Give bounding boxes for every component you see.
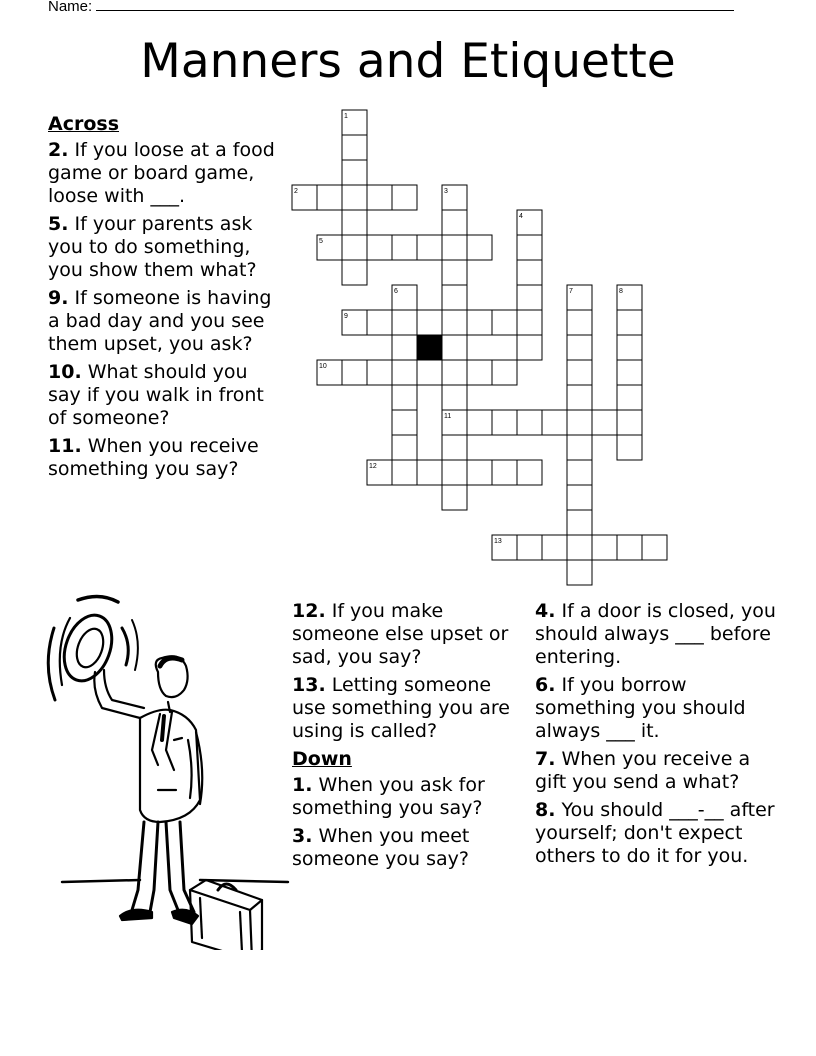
name-blank-line[interactable] [96, 0, 734, 11]
crossword-cell[interactable] [517, 260, 542, 285]
crossword-cell[interactable] [567, 385, 592, 410]
crossword-cell[interactable] [442, 460, 467, 485]
clue-number: 2. [48, 139, 69, 161]
clue-text: What should you say if you walk in front of someone? [48, 361, 264, 429]
crossword-cell[interactable] [467, 410, 492, 435]
clue-text: When you receive a gift you send a what? [535, 748, 751, 793]
crossword-cell[interactable] [442, 410, 467, 435]
crossword-cell[interactable] [367, 310, 392, 335]
crossword-cell[interactable] [392, 460, 417, 485]
crossword-cell[interactable] [317, 235, 342, 260]
crossword-cell[interactable] [392, 385, 417, 410]
crossword-cell[interactable] [367, 460, 392, 485]
crossword-cell[interactable] [517, 210, 542, 235]
crossword-cell[interactable] [492, 360, 517, 385]
crossword-cell[interactable] [492, 410, 517, 435]
crossword-cell[interactable] [442, 335, 467, 360]
crossword-cell[interactable] [567, 285, 592, 310]
crossword-cell[interactable] [617, 385, 642, 410]
crossword-cell[interactable] [517, 410, 542, 435]
clue-number: 10. [48, 361, 82, 383]
clue-number: 3. [292, 825, 313, 847]
crossword-cell[interactable] [392, 360, 417, 385]
crossword-cell[interactable] [592, 410, 617, 435]
clue-text: If you loose at a food game or board game, loose with ___. [48, 139, 275, 207]
crossword-cell[interactable] [617, 435, 642, 460]
clue-text: If your parents ask you to do something, you show them what? [48, 213, 257, 281]
crossword-cell[interactable] [517, 235, 542, 260]
crossword-cell[interactable] [442, 435, 467, 460]
crossword-cell[interactable] [392, 310, 417, 335]
name-line [48, 0, 734, 15]
page-title: Manners and Etiquette [140, 34, 676, 89]
crossword-cell[interactable] [342, 360, 367, 385]
crossword-cell[interactable] [492, 310, 517, 335]
clue-across-5 [48, 213, 284, 282]
crossword-cell[interactable] [617, 535, 642, 560]
crossword-cell[interactable] [392, 185, 417, 210]
clue-text: If a door is closed, you should always ___ before entering. [535, 600, 776, 668]
clue-down-7 [535, 748, 785, 794]
crossword-cell-number: 9 [344, 313, 348, 320]
crossword-black-cell [417, 335, 442, 360]
clue-number: 12. [292, 600, 326, 622]
crossword-cell[interactable] [317, 185, 342, 210]
clue-number: 13. [292, 674, 326, 696]
crossword-cell[interactable] [467, 360, 492, 385]
crossword-cell[interactable] [542, 410, 567, 435]
crossword-cell[interactable] [517, 310, 542, 335]
clue-text: You should ___-__ after yourself; don't expect others to do it for you. [535, 799, 775, 867]
crossword-cell[interactable] [467, 235, 492, 260]
crossword-cell[interactable] [442, 235, 467, 260]
clue-across-11 [48, 435, 284, 481]
crossword-cell[interactable] [567, 360, 592, 385]
clue-number: 11. [48, 435, 82, 457]
crossword-cell[interactable] [392, 235, 417, 260]
crossword-cell[interactable] [517, 535, 542, 560]
middle-clues-column [292, 600, 528, 876]
clue-text: When you ask for something you say? [292, 774, 485, 819]
crossword-cell[interactable] [292, 185, 317, 210]
crossword-cell[interactable] [567, 335, 592, 360]
crossword-cell-number: 3 [444, 188, 448, 195]
across-heading: Across [48, 113, 120, 135]
crossword-cell[interactable] [342, 185, 367, 210]
crossword-cell-number: 5 [319, 238, 323, 245]
down-heading: Down [292, 748, 352, 770]
clue-number: 1. [292, 774, 313, 796]
crossword-cell[interactable] [342, 210, 367, 235]
crossword-cell[interactable] [642, 535, 667, 560]
clue-text: When you receive something you say? [48, 435, 259, 480]
clue-number: 6. [535, 674, 556, 696]
crossword-cell[interactable] [492, 535, 517, 560]
crossword-cell[interactable] [442, 485, 467, 510]
clue-down-6 [535, 674, 785, 743]
crossword-cell[interactable] [617, 310, 642, 335]
crossword-cell[interactable] [567, 485, 592, 510]
crossword-cell[interactable] [342, 235, 367, 260]
crossword-cell-number: 6 [394, 288, 398, 295]
clue-across-10 [48, 361, 284, 430]
crossword-cell[interactable] [392, 285, 417, 310]
clue-across-9 [48, 287, 284, 356]
crossword-cell[interactable] [567, 310, 592, 335]
crossword-cell-number: 13 [494, 538, 502, 545]
crossword-cell[interactable] [467, 460, 492, 485]
crossword-cell[interactable] [317, 360, 342, 385]
clue-text: Letting someone use something you are using is called? [292, 674, 510, 742]
crossword-cell[interactable] [467, 310, 492, 335]
crossword-cell[interactable] [617, 335, 642, 360]
crossword-cell[interactable] [342, 135, 367, 160]
crossword-cell[interactable] [442, 285, 467, 310]
crossword-cell[interactable] [417, 360, 442, 385]
clue-number: 7. [535, 748, 556, 770]
crossword-cell[interactable] [417, 460, 442, 485]
crossword-cell[interactable] [567, 460, 592, 485]
gentleman-tipping-hat-with-suitcase-icon [40, 590, 290, 950]
crossword-cell[interactable] [567, 410, 592, 435]
crossword-cell-number: 11 [444, 413, 452, 420]
clue-number: 8. [535, 799, 556, 821]
crossword-cell-number: 1 [344, 113, 348, 120]
clue-across-12 [292, 600, 528, 669]
clue-text: If you make someone else upset or sad, you say? [292, 600, 509, 668]
clue-across-13 [292, 674, 528, 743]
crossword-cell[interactable] [367, 185, 392, 210]
crossword-cell[interactable] [392, 335, 417, 360]
crossword-cell[interactable] [492, 460, 517, 485]
crossword-cell[interactable] [442, 260, 467, 285]
crossword-cell[interactable] [617, 410, 642, 435]
clue-across-2 [48, 139, 284, 208]
crossword-cell-number: 8 [619, 288, 623, 295]
clue-down-4 [535, 600, 785, 669]
crossword-cell[interactable] [617, 360, 642, 385]
crossword-cell[interactable] [592, 535, 617, 560]
crossword-cell[interactable] [442, 310, 467, 335]
crossword-cell[interactable] [342, 160, 367, 185]
crossword-cell[interactable] [392, 410, 417, 435]
crossword-cell[interactable] [342, 310, 367, 335]
crossword-cell[interactable] [367, 235, 392, 260]
crossword-cell[interactable] [517, 335, 542, 360]
crossword-cell[interactable] [517, 285, 542, 310]
crossword-cell[interactable] [517, 460, 542, 485]
clue-number: 4. [535, 600, 556, 622]
crossword-cell-number: 12 [369, 463, 377, 470]
clue-text: If someone is having a bad day and you see them upset, you ask? [48, 287, 272, 355]
crossword-cell[interactable] [342, 260, 367, 285]
across-clues-column [48, 113, 284, 486]
crossword-cell[interactable] [392, 435, 417, 460]
crossword-cell[interactable] [417, 310, 442, 335]
clue-down-8 [535, 799, 785, 868]
crossword-cell-number: 2 [294, 188, 298, 195]
crossword-cell[interactable] [442, 185, 467, 210]
crossword-cell-number: 10 [319, 363, 327, 370]
right-clues-column [535, 600, 785, 873]
crossword-cell[interactable] [617, 285, 642, 310]
crossword-cell[interactable] [567, 510, 592, 535]
crossword-cell[interactable] [367, 360, 392, 385]
clue-down-1 [292, 774, 528, 820]
name-label: Name: [48, 0, 93, 15]
crossword-cell[interactable] [542, 535, 567, 560]
crossword-cell[interactable] [342, 110, 367, 135]
crossword-cell[interactable] [417, 235, 442, 260]
clue-down-3 [292, 825, 528, 871]
crossword-cell-number: 7 [569, 288, 573, 295]
crossword-cell[interactable] [567, 535, 592, 560]
clue-number: 5. [48, 213, 69, 235]
crossword-cell-number: 4 [519, 213, 523, 220]
crossword-cell[interactable] [442, 385, 467, 410]
crossword-cell[interactable] [442, 360, 467, 385]
crossword-cell[interactable] [567, 435, 592, 460]
clue-text: When you meet someone you say? [292, 825, 470, 870]
crossword-cell[interactable] [442, 210, 467, 235]
clue-text: If you borrow something you should always ___ it. [535, 674, 746, 742]
clue-number: 9. [48, 287, 69, 309]
crossword-cell[interactable] [567, 560, 592, 585]
